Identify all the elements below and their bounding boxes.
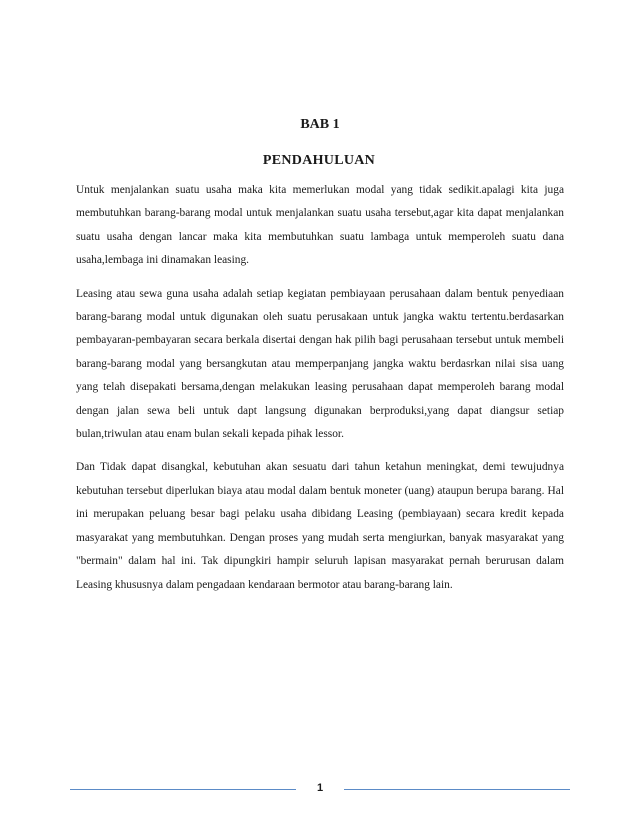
chapter-heading: BAB 1 [300, 117, 340, 132]
paragraph-intro: Untuk menjalankan suatu usaha maka kita memerlukan modal yang tidak sedikit.apalagi kita juga membutuhkan barang-barang modal untuk menjalankan suatu usaha tersebut,agar kita dapat menjalankan suatu usaha dengan lancar maka kita membutuhkan suatu lambaga untuk memperoleh suatu dana usaha,lembaga ini dinamakan leasing. [76, 184, 564, 267]
footer-rule-right [344, 789, 570, 790]
footer-rule-left [70, 789, 296, 790]
page-number: 1 [316, 782, 324, 794]
body-text [76, 179, 564, 607]
page-footer [0, 780, 638, 800]
chapter-title: PENDAHULUAN [262, 153, 376, 168]
paragraph-leasing-definition: Leasing atau sewa guna usaha adalah setiap kegiatan pembiayaan perusahaan dalam bentuk penyediaan barang-barang modal untuk digunakan oleh suatu perusakaan untuk jangka waktu tertentu.berdasarkan pembayaran-pembayaran secara berkala disertai dengan hak pilih bagi perusahaan tersebut untuk membeli barang-barang modal yang bersangkutan atau memperpanjang jangka waktu berdasrkan nilai sisa uang yang telah disepakati bersama,dengan melakukan leasing perusahaan dapat memperoleh barang modal dengan jalan sewa beli untuk dapt langsung digunakan berproduksi,yang dapat diangsur setiap bulan,triwulan atau enam bulan sekali kepada pihak lessor. [76, 287, 564, 441]
paragraph-need: Dan Tidak dapat disangkal, kebutuhan akan sesuatu dari tahun ketahun meningkat, demi tewujudnya kebutuhan tersebut diperlukan biaya atau modal dalam bentuk moneter (uang) ataupun berupa barang. Hal ini merupakan peluang besar bagi pelaku usaha dibidang Leasing (pembiayaan) secara kredit kepada masyarakat yang membutuhkan. Dengan proses yang mudah serta mengiurkan, banyak masyarakat yang "bermain" dalam hal ini. Tak dipungkiri hampir seluruh lapisan masyarakat pernah berurusan dalam Leasing khususnya dalam pengadaan kendaraan bermotor atau barang-barang lain. [76, 461, 564, 591]
